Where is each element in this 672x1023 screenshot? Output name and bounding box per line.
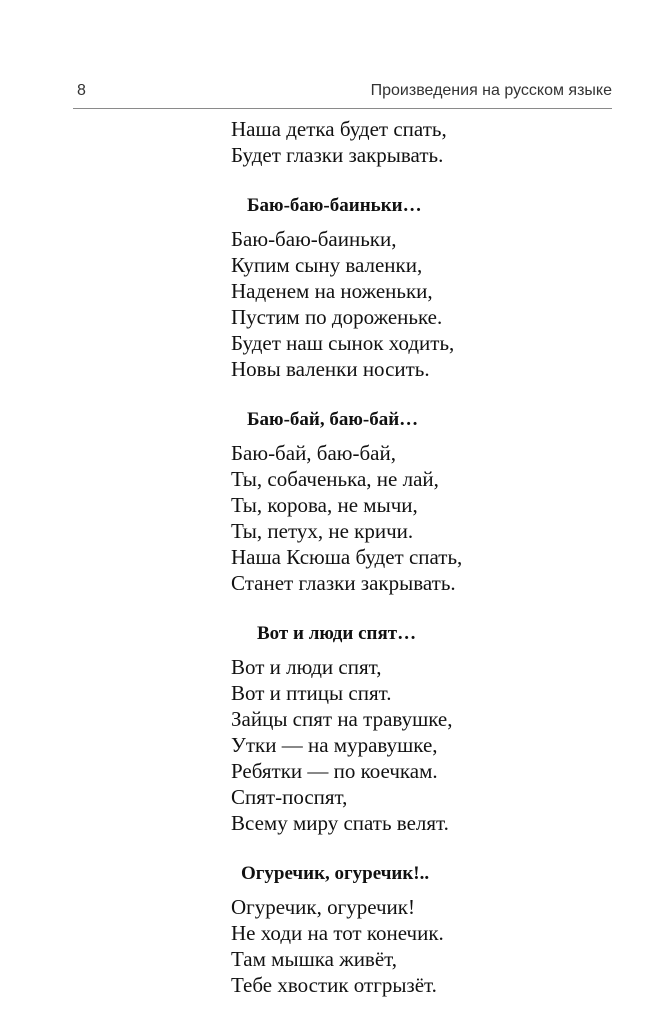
poem-line: Наденем на ноженьки, bbox=[231, 279, 433, 303]
poem bbox=[231, 621, 611, 836]
poem-line: Станет глазки закрывать. bbox=[231, 571, 456, 595]
poem-line: Там мышка живёт, bbox=[231, 947, 398, 971]
poem-line: Пустим по дороженьке. bbox=[231, 305, 443, 329]
running-title: Произведения на русском языке bbox=[370, 82, 612, 99]
poem-line: Будет наш сынок ходить, bbox=[231, 331, 455, 355]
poem-line: Наша Ксюша будет спать, bbox=[231, 545, 463, 569]
poem-title: Вот и люди спят… bbox=[257, 623, 417, 644]
poem-title: Огуречик, огуречик!.. bbox=[241, 863, 430, 884]
poem-line: Баю-баю-баиньки, bbox=[231, 227, 397, 251]
poem-line: Будет глазки закрывать. bbox=[231, 143, 444, 167]
poem-intro bbox=[231, 116, 611, 168]
poem-line: Не ходи на тот конечик. bbox=[231, 921, 444, 945]
poem-title: Баю-бай, баю-бай… bbox=[247, 409, 419, 430]
poem-line: Утки — на муравушке, bbox=[231, 733, 438, 757]
poem-line: Ты, корова, не мычи, bbox=[231, 493, 418, 517]
poem-title: Баю-баю-баиньки… bbox=[247, 195, 422, 216]
poem-line: Огуречик, огуречик! bbox=[231, 895, 415, 919]
page-number: 8 bbox=[77, 82, 86, 99]
poem-line: Зайцы спят на травушке, bbox=[231, 707, 453, 731]
page-header bbox=[73, 82, 612, 109]
poem-line: Наша детка будет спать, bbox=[231, 117, 447, 141]
poem-line: Купим сыну валенки, bbox=[231, 253, 423, 277]
poem-line: Спят-поспят, bbox=[231, 785, 348, 809]
poem-line: Тебе хвостик отгрызёт. bbox=[231, 973, 437, 997]
poem-line: Вот и люди спят, bbox=[231, 655, 382, 679]
poem bbox=[231, 407, 611, 596]
poem-line: Ты, собаченька, не лай, bbox=[231, 467, 439, 491]
poem-line: Всему миру спать велят. bbox=[231, 811, 449, 835]
poem bbox=[231, 861, 611, 998]
poem bbox=[231, 193, 611, 382]
poem-line: Ребятки — по коечкам. bbox=[231, 759, 438, 783]
poem-line: Баю-бай, баю-бай, bbox=[231, 441, 396, 465]
poem-line: Новы валенки носить. bbox=[231, 357, 430, 381]
page-content bbox=[231, 116, 611, 1023]
poem-line: Вот и птицы спят. bbox=[231, 681, 392, 705]
poem-line: Ты, петух, не кричи. bbox=[231, 519, 414, 543]
